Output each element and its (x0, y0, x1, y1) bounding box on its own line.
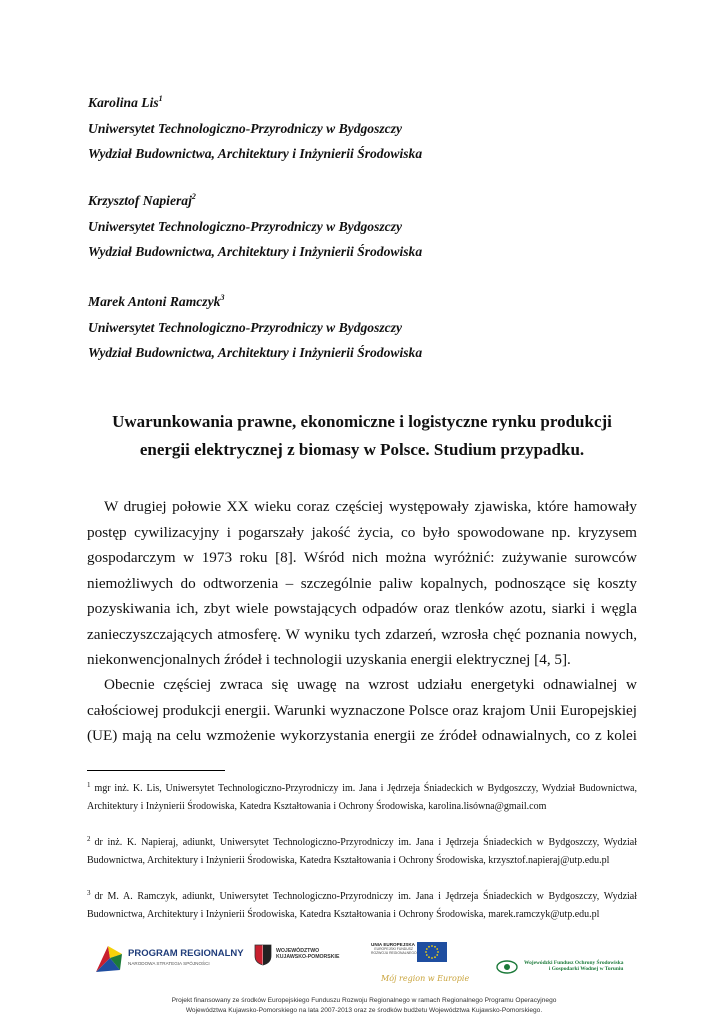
author-1-block (88, 86, 422, 167)
footnote-1-line-1: $^1$ mgr inż. K. Lis, Uniwersytet Technologiczno-Przyrodniczy im. Jana i Jędrzeja Śniadeckich w Bydgoszczy, Wydział Budownictwa, (87, 781, 637, 794)
program-regionalny-logo (94, 940, 244, 980)
paper-title-line-2: energii elektrycznej z biomasy w Polsce. Studium przypadku. (139, 440, 585, 459)
footnote-1-line-2: Architektury i Inżynierii Środowiska, Katedra Kształtowania i Ochrony Środowiska, karolina.lisówna@gmail.com (87, 801, 547, 812)
author-1-university: Uniwersytet Technologiczno-Przyrodniczy w Bydgoszczy (88, 120, 403, 136)
author-2-name: Krzysztof Napieraj$^2$ (88, 192, 196, 208)
program-regionalny-text: PROGRAM REGIONALNY (128, 948, 244, 959)
footnote-2-line-1: $^2$ dr inż. K. Napieraj, adiunkt, Uniwersytet Technologiczno-Przyrodniczy im. Jana i Jędrzeja Śniadeckich w Bydgoszczy, Wydział (87, 835, 637, 848)
region-slogan: Mój region w Europie (381, 974, 470, 983)
footnote-2-line-2: Budownictwa, Architektury i Inżynierii Środowiska, Katedra Kształtowania i Ochrony Środowiska, krzysztof.napieraj@utp.edu.pl (87, 855, 610, 866)
wfosigw-logo (496, 958, 642, 978)
author-3-name: Marek Antoni Ramczyk$^3$ (88, 293, 225, 309)
voivodeship-logo (254, 942, 344, 982)
body-line: niemożliwych do odtworzenia – szczególnie paliw kopalnych, podnoszące się koszty (87, 574, 637, 592)
body-line: Obecnie częściej zwraca się uwagę na wzrost udziału energetyki odnawialnej w (104, 676, 637, 693)
wfosigw-text: Wojewódzki Fundusz Ochrony Środowiska i Gospodarki Wodnej w Toruniu (524, 960, 624, 973)
body-line: W drugiej połowie XX wieku coraz częściej występowały zjawiska, które hamowały (104, 498, 637, 515)
eu-subtitle: EUROPEJSKI FUNDUSZ ROZWOJU REGIONALNEGO (371, 947, 417, 955)
sponsor-logos (86, 938, 642, 988)
eu-flag-icon (417, 942, 447, 962)
author-1-name: Karolina Lis$^1$ (88, 94, 163, 110)
eu-logo (371, 940, 470, 983)
footnote-1 (87, 774, 637, 818)
body-line: pozyskiwania ich, zbyt wiele powstających odpadów oraz tlenków azotu, siarki i węgla (87, 600, 637, 617)
author-2-university: Uniwersytet Technologiczno-Przyrodniczy w Bydgoszczy (88, 218, 403, 234)
footnote-3-line-1: $^3$ dr M. A. Ramczyk, adiunkt, Uniwersytet Technologiczno-Przyrodniczy im. Jana i Jędrzeja Śniadeckich w Bydgoszczy, Wydział (87, 889, 637, 902)
funding-note (86, 996, 642, 1016)
body-paragraph-1 (87, 494, 637, 673)
author-2-block (88, 184, 422, 265)
author-3-block (88, 285, 422, 366)
paper-title (60, 408, 664, 464)
author-2-faculty: Wydział Budownictwa, Architektury i Inżynierii Środowiska (88, 244, 423, 259)
funding-line-1: Projekt finansowany ze środków Europejskiego Funduszu Rozwoju Regionalnego w ramach Regionalnego Programu Operacyjnego (171, 997, 557, 1004)
funding-line-2: Województwa Kujawsko-Pomorskiego na lata 2007-2013 oraz ze środków budżetu Województwa Kujawsko-Pomorskiego. (185, 1007, 543, 1014)
footnote-3-line-2: Budownictwa, Architektury i Inżynierii Środowiska, Katedra Kształtowania i Ochrony Środowiska, marek.ramczyk@utp.edu.pl (87, 909, 600, 920)
eu-title: UNIA EUROPEJSKA (371, 942, 415, 947)
author-3-university: Uniwersytet Technologiczno-Przyrodniczy w Bydgoszczy (88, 319, 403, 335)
body-line: całościowej produkcji energii. Warunki wyznaczone Polsce oraz krajom Unii Europejskiej (87, 701, 637, 719)
body-line: (UE) mają na celu wzmożenie wykorzystania energii ze źródeł odnawialnych, co z kolei (87, 727, 637, 744)
body-line: postęp cywilizacyjny i pogarszały jakość życia, co było spowodowane np. kryzysem (87, 523, 637, 541)
body-line: gospodarczym w 1973 roku [8]. Wśród nich można wyróżnić: zużywanie surowców (87, 549, 637, 566)
voivodeship-text: WOJEWÓDZTWO KUJAWSKO-POMORSKIE (276, 948, 340, 960)
voivodeship-crest-icon (254, 944, 272, 966)
program-regionalny-subtext: NARODOWA STRATEGIA SPÓJNOŚCI (128, 961, 210, 966)
program-regionalny-icon (94, 942, 124, 974)
paper-title-line-1: Uwarunkowania prawne, ekonomiczne i logistyczne rynku produkcji (112, 412, 612, 431)
footnote-2 (87, 828, 637, 872)
body-line: niekonwencjonalnych źródeł i technologii uzyskania energii elektrycznej [4, 5]. (87, 651, 571, 668)
footnote-separator (87, 770, 225, 771)
author-1-faculty: Wydział Budownictwa, Architektury i Inżynierii Środowiska (88, 146, 423, 161)
body-paragraph-2 (87, 672, 637, 749)
body-line: zanieczyszczających atmosferę. W wyniku tych zdarzeń, wzrosła chęć poznania nowych, (87, 625, 637, 643)
author-3-faculty: Wydział Budownictwa, Architektury i Inżynierii Środowiska (88, 345, 423, 360)
eu-logo-text (371, 942, 417, 955)
wfosigw-leaf-icon (496, 960, 518, 974)
footnote-3 (87, 882, 637, 926)
